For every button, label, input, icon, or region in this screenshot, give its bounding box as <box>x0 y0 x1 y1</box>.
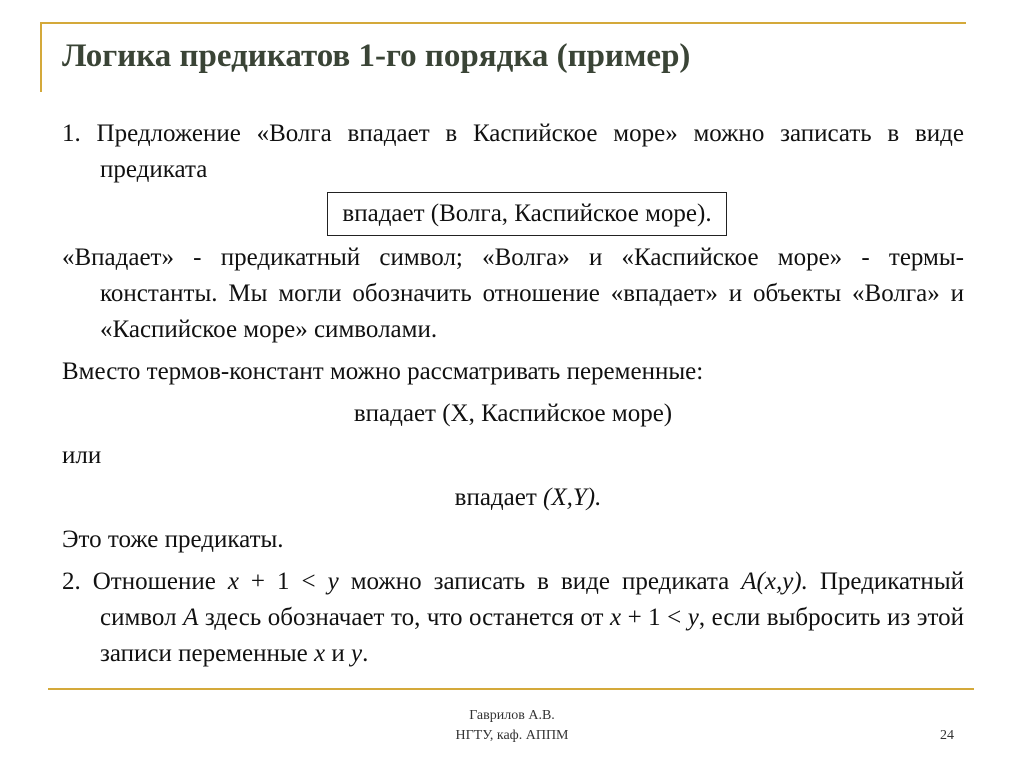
paragraph-1: 1. Предложение «Волга впадает в Каспийское море» можно записать в виде предиката <box>62 120 964 183</box>
p5-var-x: x <box>609 604 622 631</box>
p5-symbol-a: A <box>183 604 199 631</box>
bottom-divider <box>48 688 974 690</box>
or-word: или <box>62 442 102 469</box>
p5-text: Предикатный символ <box>100 568 964 631</box>
p5-var-y: y <box>687 604 699 631</box>
p5-predicate: A(x,y). <box>741 568 808 595</box>
formula-2: впадает (X, Каспийское море) <box>353 400 673 427</box>
footer <box>400 706 624 746</box>
page-number: 24 <box>940 728 954 743</box>
paragraph-5 <box>62 564 964 672</box>
slide-title: Логика предикатов 1-го порядка (пример) <box>62 38 691 74</box>
p5-text: 2. Отношение <box>62 568 228 595</box>
p5-var-y: y <box>327 568 339 595</box>
paragraph-4: Это тоже предикаты. <box>62 526 284 553</box>
formula-3-prefix: впадает <box>454 484 544 511</box>
p5-text: , если выбросить из этой записи переменные <box>100 604 965 667</box>
p5-text: + 1 < <box>621 604 688 631</box>
paragraph-2: «Впадает» - предикатный символ; «Волга» и «Каспийское море» - термы-константы. Мы могли обозначить отношение «впадает» и объекты «Волга» и «Каспийское море» символами. <box>62 244 964 343</box>
p5-text: здесь обозначает то, что останется от <box>198 604 610 631</box>
p5-var-y: y <box>351 640 363 667</box>
footer-department: НГТУ, каф. АППМ <box>455 728 569 743</box>
side-divider <box>40 22 42 92</box>
p5-var-x: x <box>314 640 326 667</box>
p5-text: . <box>362 640 369 667</box>
formula-3-args: (X,Y). <box>543 484 602 511</box>
footer-author: Гаврилов А.В. <box>469 708 555 723</box>
top-divider <box>40 22 966 24</box>
formula-3 <box>62 480 964 516</box>
slide-body <box>62 116 964 678</box>
paragraph-3: Вместо термов-констант можно рассматривать переменные: <box>62 358 704 385</box>
p5-var-x: x <box>227 568 239 595</box>
boxed-formula: впадает (Волга, Каспийское море). <box>327 192 726 236</box>
boxed-formula-wrap <box>90 192 964 236</box>
p5-text: можно записать в виде предиката <box>338 568 742 595</box>
p5-text: и <box>325 640 352 667</box>
p5-text: + 1 < <box>238 568 328 595</box>
